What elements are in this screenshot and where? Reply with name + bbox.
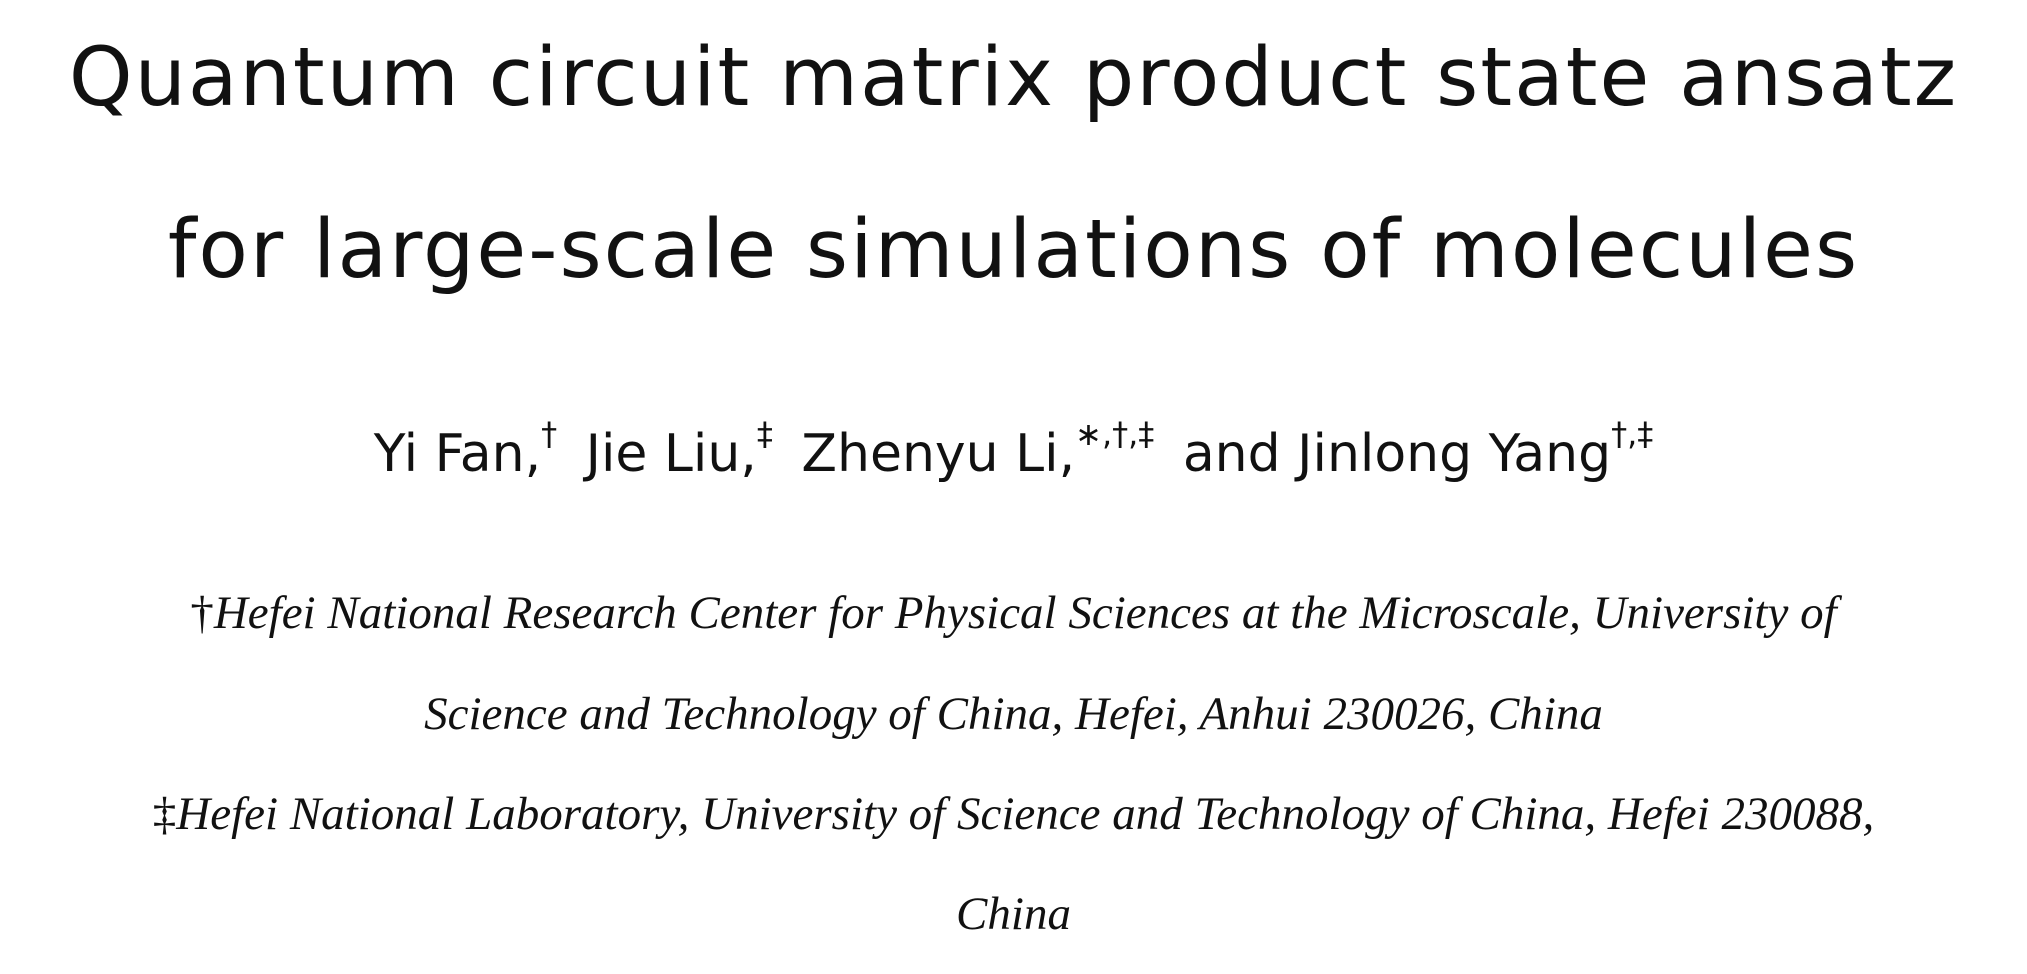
affiliation-2-line-2: China [956,888,1071,940]
affiliation-1-line-1 [0,587,2027,639]
affiliation-2-text: Hefei National Laboratory, University of Science and Technology of China, Hefei 230088, [176,788,1875,840]
author-name: Zhenyu Li, [801,424,1076,484]
author-zhenyu-li [801,415,1155,484]
author-affiliation-marks: †,‡ [1611,415,1654,453]
paper-title-line-1: Quantum circuit matrix product state ansatz [68,31,1959,125]
affiliation-2-mark: ‡ [152,788,177,840]
author-jinlong-yang [1182,415,1654,484]
author-list [0,415,2027,484]
author-affiliation-marks: ∗,†,‡ [1075,415,1155,453]
paper-title-line-2: for large-scale simulations of molecules [167,203,1860,297]
author-name: Jie Liu, [585,424,757,484]
author-affiliation-marks: † [541,415,558,453]
author-jie-liu [585,415,773,484]
author-yi-fan [373,415,558,484]
affiliation-1-line-2: Science and Technology of China, Hefei, Anhui 230026, China [424,688,1603,740]
author-name: Yi Fan, [373,424,542,484]
affiliation-1-text: Hefei National Research Center for Physical Sciences at the Microscale, University of [213,587,1837,639]
affiliation-1-mark: † [190,587,214,639]
author-name: and Jinlong Yang [1182,424,1612,484]
author-affiliation-marks: ‡ [756,415,773,453]
affiliation-2-line-1 [0,788,2027,840]
